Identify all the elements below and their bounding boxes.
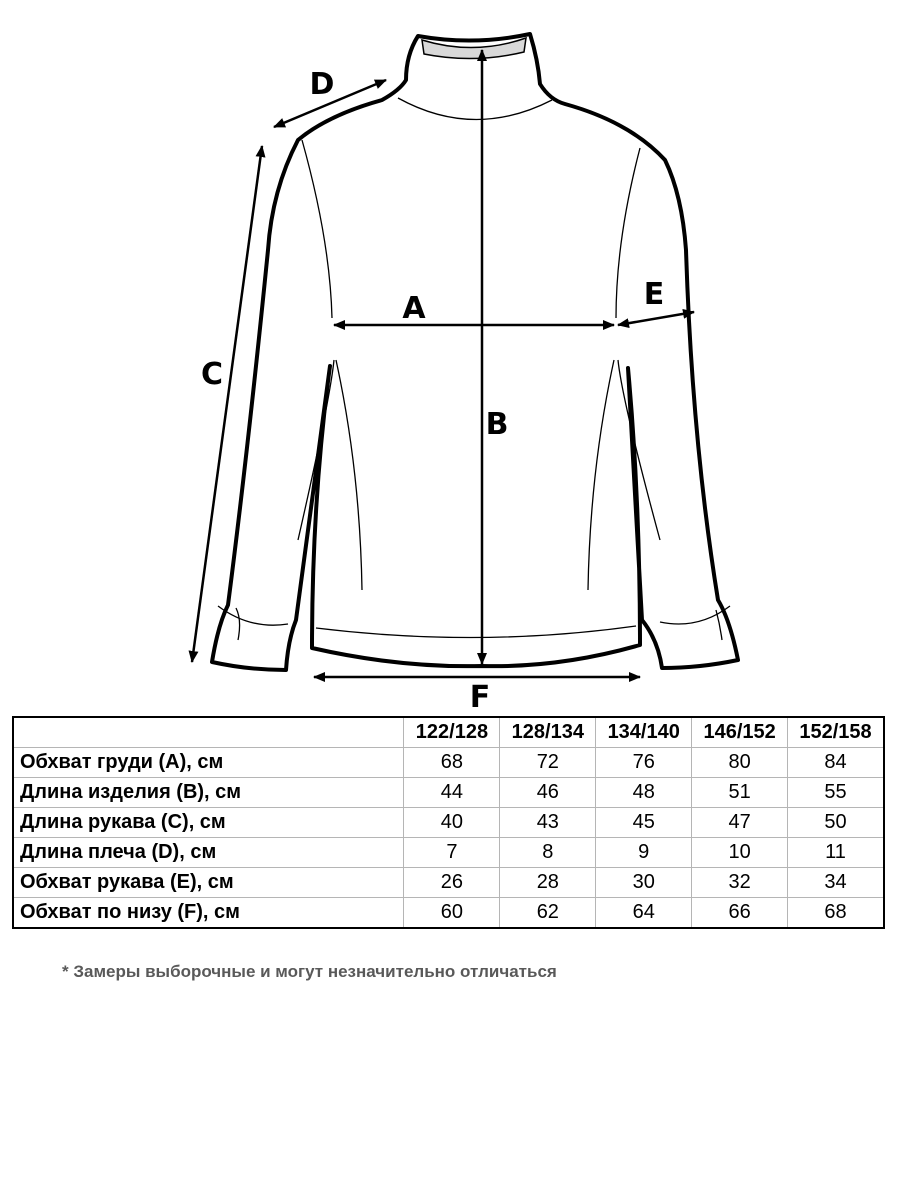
size-header: 152/158 [788, 717, 884, 748]
label-c: C [200, 357, 224, 392]
size-table [12, 716, 885, 929]
table-cell: 50 [788, 808, 884, 838]
table-cell: 32 [692, 868, 788, 898]
table-cell: 40 [404, 808, 500, 838]
label-b: B [485, 407, 509, 442]
row-label: Обхват по низу (F), см [13, 898, 404, 929]
table-cell: 9 [596, 838, 692, 868]
table-cell: 30 [596, 868, 692, 898]
label-f: F [469, 680, 491, 715]
table-cell: 51 [692, 778, 788, 808]
cuff-line-right [660, 606, 730, 624]
size-header: 128/134 [500, 717, 596, 748]
table-cell: 10 [692, 838, 788, 868]
label-a: A [402, 291, 426, 326]
table-corner-cell [13, 717, 404, 748]
table-row [13, 748, 884, 778]
row-label: Обхват груди (A), см [13, 748, 404, 778]
armhole-seam-left [302, 140, 332, 318]
table-cell: 76 [596, 748, 692, 778]
size-header: 122/128 [404, 717, 500, 748]
table-cell: 44 [404, 778, 500, 808]
cuff-line-left-fold [236, 608, 240, 640]
table-cell: 64 [596, 898, 692, 929]
label-e: E [643, 277, 665, 312]
table-cell: 8 [500, 838, 596, 868]
table-row [13, 868, 884, 898]
table-row [13, 808, 884, 838]
size-header: 146/152 [692, 717, 788, 748]
table-row [13, 838, 884, 868]
table-cell: 26 [404, 868, 500, 898]
cuff-line-left [218, 606, 288, 625]
table-cell: 46 [500, 778, 596, 808]
table-cell: 68 [788, 898, 884, 929]
table-cell: 48 [596, 778, 692, 808]
table-cell: 80 [692, 748, 788, 778]
table-cell: 45 [596, 808, 692, 838]
table-cell: 66 [692, 898, 788, 929]
table-cell: 43 [500, 808, 596, 838]
table-header-row [13, 717, 884, 748]
table-cell: 60 [404, 898, 500, 929]
table-cell: 62 [500, 898, 596, 929]
row-label: Длина плеча (D), см [13, 838, 404, 868]
arrow-e [618, 312, 694, 325]
table-cell: 84 [788, 748, 884, 778]
size-header: 134/140 [596, 717, 692, 748]
table-cell: 55 [788, 778, 884, 808]
cuff-line-right-fold [716, 610, 722, 640]
label-d: D [309, 67, 335, 102]
table-cell: 68 [404, 748, 500, 778]
jacket-outline [212, 34, 738, 670]
table-cell: 47 [692, 808, 788, 838]
row-label: Длина изделия (B), см [13, 778, 404, 808]
footnote: * Замеры выборочные и могут незначительно отличаться [62, 962, 557, 981]
table-cell: 72 [500, 748, 596, 778]
table-row [13, 778, 884, 808]
table-cell: 34 [788, 868, 884, 898]
table-cell: 7 [404, 838, 500, 868]
table-cell: 28 [500, 868, 596, 898]
table-cell: 11 [788, 838, 884, 868]
hem-line [316, 626, 636, 638]
collar-seam [398, 98, 552, 120]
side-seam-right [588, 360, 614, 590]
row-label: Обхват рукава (E), см [13, 868, 404, 898]
armhole-seam-right [616, 148, 640, 318]
row-label: Длина рукава (C), см [13, 808, 404, 838]
table-row [13, 898, 884, 929]
side-seam-left [336, 360, 362, 590]
